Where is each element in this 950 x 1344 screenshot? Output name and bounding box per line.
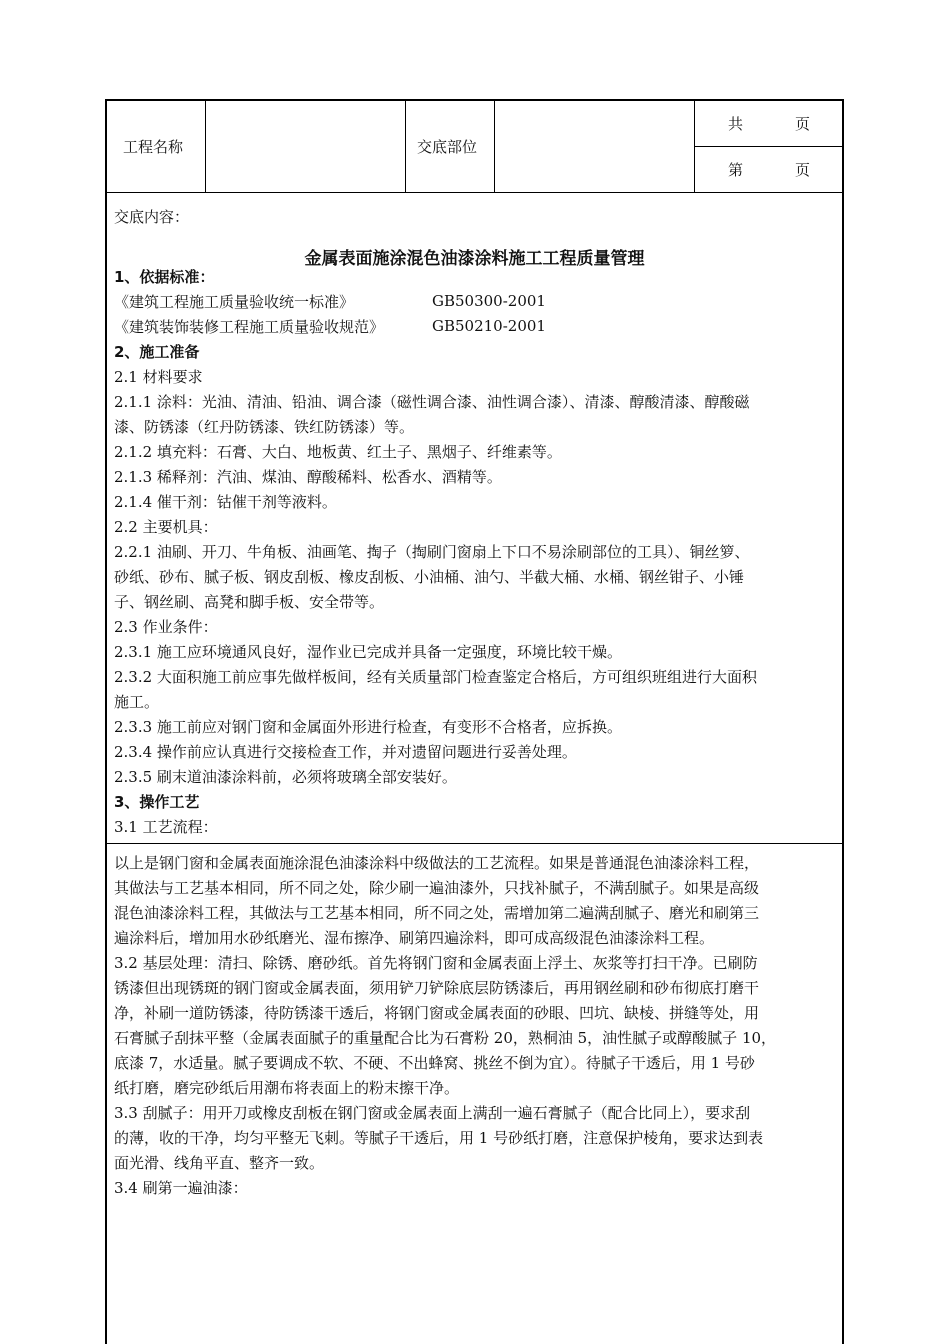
text-line: 2.3.3 施工前应对钢门窗和金属面外形进行检查，有变形不合格者，应拆换。 bbox=[114, 718, 622, 736]
document-frame bbox=[105, 99, 844, 1344]
text-line: 2.1.4 催干剂：钴催干剂等液料。 bbox=[114, 493, 337, 511]
text-line: 面光滑、线角平直、整齐一致。 bbox=[114, 1154, 325, 1172]
total-pages-label: 共 bbox=[728, 115, 744, 133]
text-line: 3.4 刷第一遍油漆： bbox=[114, 1179, 248, 1197]
standard-name: 《建筑工程施工质量验收统一标准》 bbox=[114, 293, 355, 311]
standard-code: GB50210-2001 bbox=[432, 317, 546, 335]
document-title: 金属表面施涂混色油漆涂料施工工程质量管理 bbox=[304, 249, 645, 269]
text-line: 2.2.1 油刷、开刀、牛角板、油画笔、掏子（掏刷门窗扇上下口不易涂刷部位的工具）、铜丝箩、 bbox=[114, 543, 750, 561]
text-line: 2.3 作业条件： bbox=[114, 618, 218, 636]
standard-code: GB50300-2001 bbox=[432, 292, 546, 310]
body-text bbox=[114, 101, 836, 1344]
total-pages-unit: 页 bbox=[795, 115, 811, 133]
section-heading: 3、操作工艺 bbox=[114, 793, 200, 811]
text-line: 2.2 主要机具： bbox=[114, 518, 218, 536]
text-line: 砂纸、砂布、腻子板、钢皮刮板、橡皮刮板、小油桶、油勺、半截大桶、水桶、钢丝钳子、小锤 bbox=[114, 568, 745, 586]
text-line: 净，补刷一道防锈漆，待防锈漆干透后，将钢门窗或金属表面的砂眼、凹坑、缺棱、拼缝等处，用 bbox=[114, 1004, 760, 1022]
text-line: 的薄，收的干净，均匀平整无飞刺。等腻子干透后，用 1 号砂纸打磨，注意保护棱角，要求达到表 bbox=[114, 1129, 764, 1147]
text-line: 2.1.1 涂料：光油、清油、铅油、调合漆（磁性调合漆、油性调合漆）、清漆、醇酸清漆、醇酸磁 bbox=[114, 393, 750, 411]
text-line: 漆、防锈漆（红丹防锈漆、铁红防锈漆）等。 bbox=[114, 418, 415, 436]
text-line: 施工。 bbox=[114, 693, 160, 711]
text-line: 2.1.2 填充料：石膏、大白、地板黄、红土子、黑烟子、纤维素等。 bbox=[114, 443, 562, 461]
text-line: 纸打磨，磨完砂纸后用潮布将表面上的粉末擦干净。 bbox=[114, 1079, 460, 1097]
text-line: 2.3.2 大面积施工前应事先做样板间，经有关质量部门检查鉴定合格后，方可组织班组进行大面积 bbox=[114, 668, 757, 686]
section-heading: 1、依据标准： bbox=[114, 268, 215, 286]
text-line: 2.3.5 刷末道油漆涂料前，必须将玻璃全部安装好。 bbox=[114, 768, 457, 786]
project-name-label: 工程名称 bbox=[123, 138, 184, 156]
text-line: 其做法与工艺基本相同，所不同之处，除少刷一遍油漆外，只找补腻子，不满刮腻子。如果是高级 bbox=[114, 879, 760, 897]
content-label: 交底内容： bbox=[114, 208, 190, 226]
page-number-unit: 页 bbox=[795, 161, 811, 179]
text-line: 底漆 7，水适量。腻子要调成不软、不硬、不出蜂窝、挑丝不倒为宜）。待腻子干透后，用 1 号砂 bbox=[114, 1054, 755, 1072]
text-line: 3.3 刮腻子：用开刀或橡皮刮板在钢门窗或金属表面上满刮一遍石膏腻子（配合比同上），要求刮 bbox=[114, 1104, 751, 1122]
text-line: 2.3.4 操作前应认真进行交接检查工作，并对遗留问题进行妥善处理。 bbox=[114, 743, 577, 761]
flow-chart-separator bbox=[107, 843, 842, 844]
text-line: 石膏腻子刮抹平整（金属表面腻子的重量配合比为石膏粉 20，熟桐油 5，油性腻子或醇酸腻子 10， bbox=[114, 1029, 777, 1047]
text-line: 3.2 基层处理：清扫、除锈、磨砂纸。首先将钢门窗和金属表面上浮土、灰浆等打扫干净。已刷防 bbox=[114, 954, 758, 972]
text-line: 遍涂料后，增加用水砂纸磨光、湿布擦净、刷第四遍涂料，即可成高级混色油漆涂料工程。 bbox=[114, 929, 715, 947]
text-line: 2.3.1 施工应环境通风良好，湿作业已完成并具备一定强度，环境比较干燥。 bbox=[114, 643, 622, 661]
text-line: 3.1 工艺流程： bbox=[114, 818, 218, 836]
location-label: 交底部位 bbox=[417, 138, 478, 156]
standard-name: 《建筑装饰装修工程施工质量验收规范》 bbox=[114, 318, 385, 336]
text-line: 锈漆但出现锈斑的钢门窗或金属表面，须用铲刀铲除底层防锈漆后，再用钢丝刷和砂布彻底打磨干 bbox=[114, 979, 760, 997]
text-line: 混色油漆涂料工程，其做法与工艺基本相同，所不同之处，需增加第二遍满刮腻子、磨光和刷第三 bbox=[114, 904, 760, 922]
text-line: 以上是钢门窗和金属表面施涂混色油漆涂料中级做法的工艺流程。如果是普通混色油漆涂料工程， bbox=[114, 854, 760, 872]
section-heading: 2、施工准备 bbox=[114, 343, 200, 361]
page-number-label: 第 bbox=[728, 161, 744, 179]
text-line: 2.1 材料要求 bbox=[114, 368, 203, 386]
text-line: 2.1.3 稀释剂：汽油、煤油、醇酸稀料、松香水、酒精等。 bbox=[114, 468, 502, 486]
text-line: 子、钢丝刷、高凳和脚手板、安全带等。 bbox=[114, 593, 385, 611]
